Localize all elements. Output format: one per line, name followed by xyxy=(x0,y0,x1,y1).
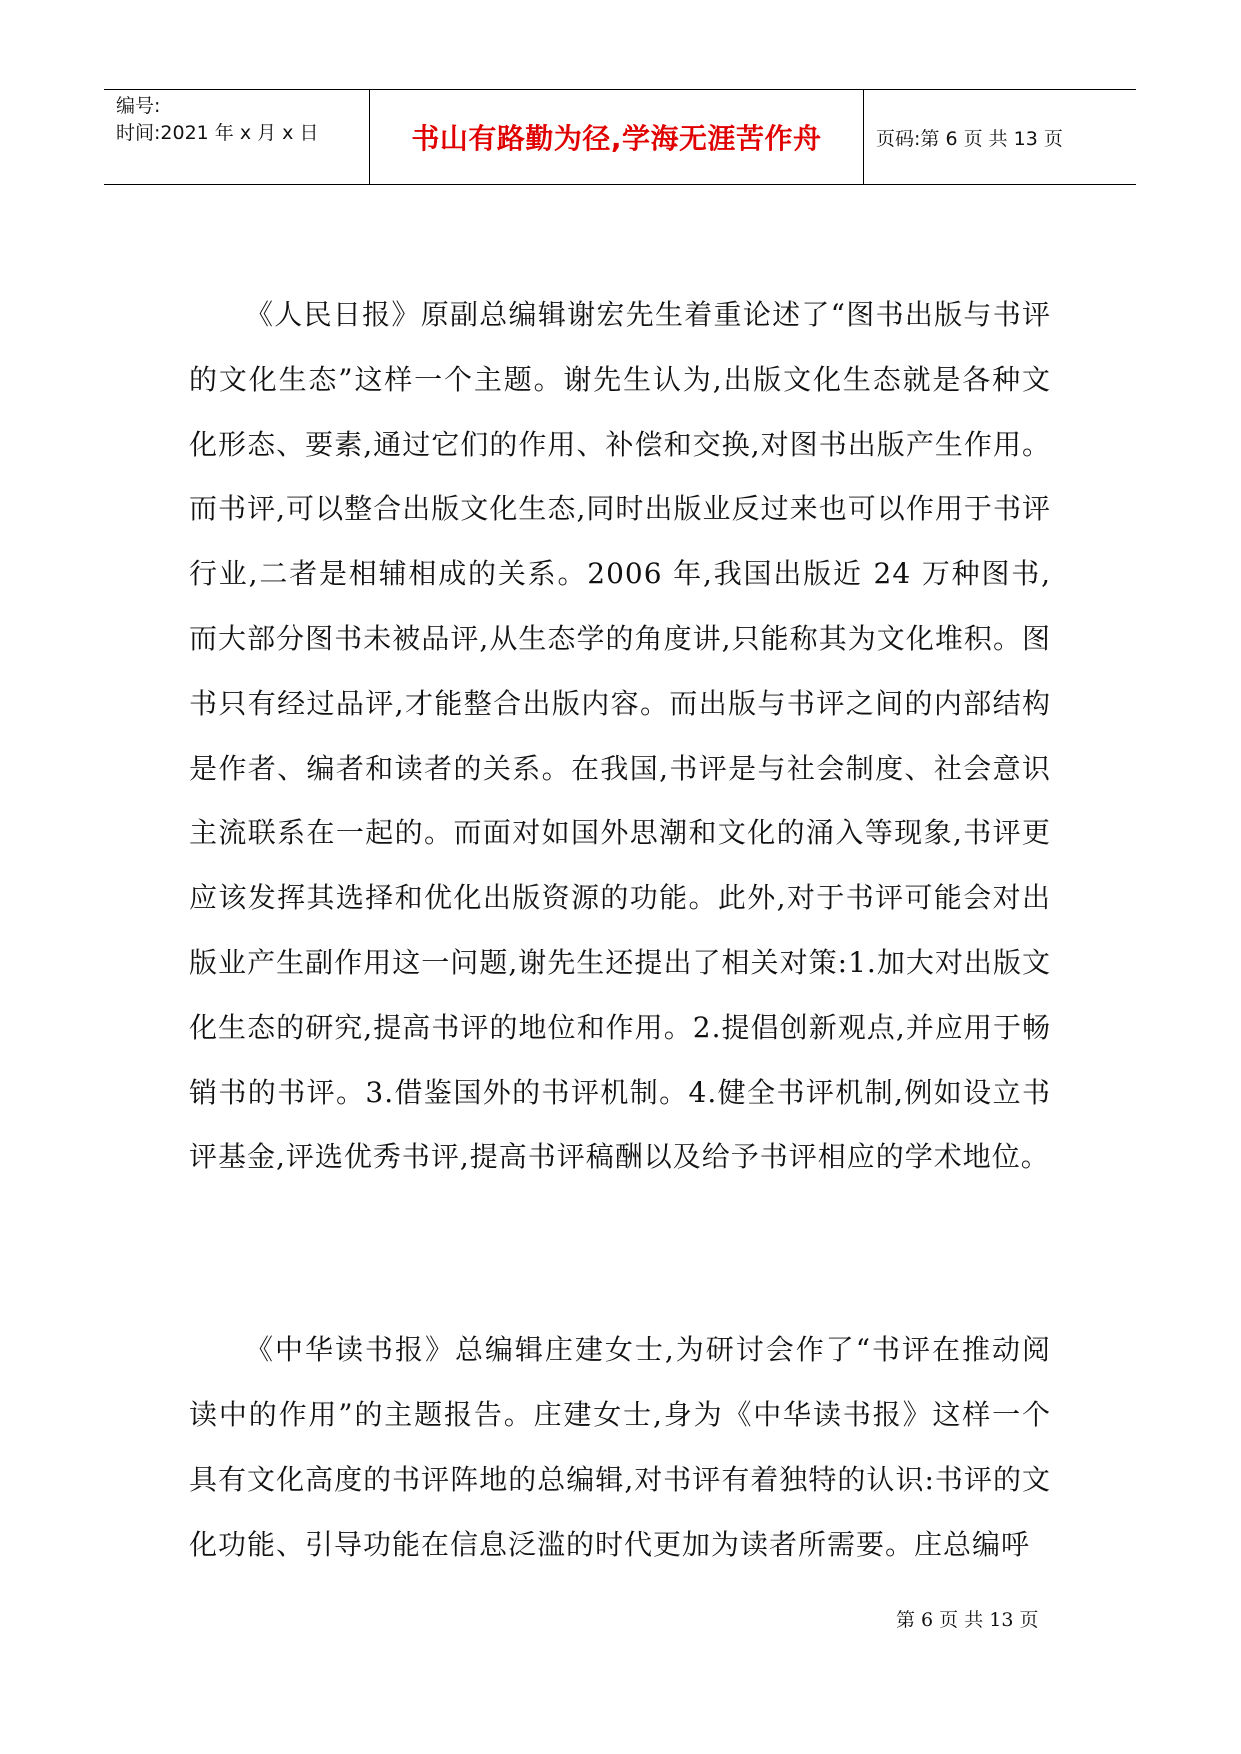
paragraph-zhuang-jian: 《中华读书报》总编辑庄建女士,为研讨会作了“书评在推动阅读中的作用”的主题报告。庄建女士,身为《中华读书报》这样一个具有文化高度的书评阵地的总编辑,对书评有着独特的认识:书评的文化功能、引导功能在信息泛滥的时代更加为读者所需要。庄总编呼 xyxy=(189,1333,1051,1561)
document-time-label: 时间:2021 年 x 月 x 日 xyxy=(116,122,319,144)
header-motto: 书山有路勤为径,学海无涯苦作舟 xyxy=(369,90,864,184)
page-footer: 第 6 页 共 13 页 xyxy=(896,1609,1039,1631)
paragraph-xie-hong: 《人民日报》原副总编辑谢宏先生着重论述了“图书出版与书评的文化生态”这样一个主题。谢先生认为,出版文化生态就是各种文化形态、要素,通过它们的作用、补偿和交换,对图书出版产生作用。而书评,可以整合出版文化生态,同时出版业反过来也可以作用于书评行业,二者是相辅相成的关系。2006 年,我国出版近 24 万种图书,而大部分图书未被品评,从生态学的角度讲,只能称其为文化堆积。图书只有经过品评,才能整合出版内容。而出版与书评之间的内部结构是作者、编者和读者的关系。在我国,书评是与社会制度、社会意识主流联系在一起的。而面对如国外思潮和文化的涌入等现象,书评更应该发挥其选择和优化出版资源的功能。此外,对于书评可能会对出版业产生副作用这一问题,谢先生还提出了相关对策:1.加大对出版文化生态的研究,提高书评的地位和作用。2.提倡创新观点,并应用于畅销书的书评。3.借鉴国外的书评机制。4.健全书评机制,例如设立书评基金,评选优秀书评,提高书评稿酬以及给予书评相应的学术地位。 xyxy=(189,298,1051,1174)
paragraph-spacer xyxy=(189,1190,1051,1318)
document-body xyxy=(189,283,1051,1577)
header-page-code: 页码:第 6 页 共 13 页 xyxy=(876,127,1063,150)
page-header xyxy=(104,89,1136,185)
header-meta xyxy=(104,90,369,184)
document-number-label: 编号: xyxy=(116,95,161,117)
